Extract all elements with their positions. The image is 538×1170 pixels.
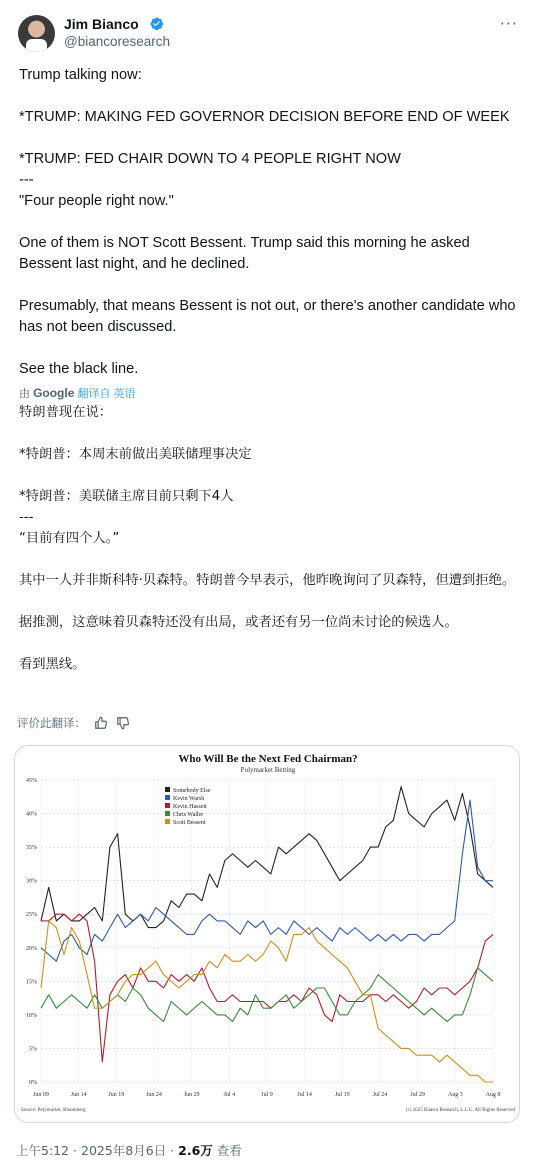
author-name[interactable]: Jim Bianco bbox=[64, 16, 139, 32]
thumbs-up-icon[interactable] bbox=[94, 716, 108, 730]
chart-title: Who Will Be the Next Fed Chairman? bbox=[178, 753, 358, 765]
translation-paragraph: *特朗普：美联储主席目前只剩下4人 bbox=[19, 489, 234, 504]
tweet-paragraph: "Four people right now." bbox=[19, 193, 174, 209]
author-handle[interactable]: @biancoresearch bbox=[64, 34, 171, 49]
tweet-meta bbox=[16, 1141, 242, 1159]
translation-paragraph: *特朗普：本周末前做出美联储理事决定 bbox=[19, 447, 252, 462]
y-tick-label: 25% bbox=[26, 912, 37, 919]
x-tick-label: Jun 19 bbox=[108, 1092, 125, 1098]
x-tick-label: Jul 9 bbox=[261, 1092, 273, 1098]
translation-paragraph: 特朗普现在说： bbox=[19, 405, 113, 420]
legend-swatch bbox=[165, 819, 170, 824]
y-tick-label: 35% bbox=[26, 845, 37, 852]
chart-source: Source: Polymarket, Bloomberg bbox=[21, 1108, 86, 1113]
x-tick-label: Jul 24 bbox=[372, 1092, 388, 1098]
legend-swatch bbox=[165, 787, 170, 792]
x-tick-label: Jun 14 bbox=[70, 1092, 87, 1098]
chart-image[interactable] bbox=[14, 745, 520, 1123]
y-tick-label: 20% bbox=[26, 945, 37, 952]
x-tick-label: Aug 8 bbox=[485, 1092, 501, 1098]
tweet-header bbox=[18, 14, 518, 54]
x-tick-label: Aug 3 bbox=[447, 1092, 463, 1098]
x-tick-label: Jul 4 bbox=[223, 1092, 236, 1098]
translation-paragraph: 据推测，这意味着贝森特还没有出局，或者还有另一位尚未讨论的候选人。 bbox=[19, 615, 458, 630]
legend-label: Somebody Else bbox=[173, 788, 211, 794]
tweet-timestamp[interactable]: 上午5:12 · 2025年8月6日 · bbox=[16, 1143, 179, 1158]
more-options-icon[interactable]: ··· bbox=[499, 14, 518, 33]
google-logo: Google bbox=[33, 386, 75, 400]
x-tick-label: Jun 24 bbox=[146, 1092, 162, 1098]
legend-label: Chris Waller bbox=[173, 812, 204, 818]
translation-body bbox=[19, 402, 519, 675]
verified-badge-icon bbox=[149, 16, 164, 31]
views-label: 查看 bbox=[212, 1143, 242, 1158]
tweet-paragraph: --- bbox=[19, 172, 34, 188]
tweet-paragraph: *TRUMP: FED CHAIR DOWN TO 4 PEOPLE RIGHT NOW bbox=[19, 151, 401, 167]
x-tick-label: Jul 14 bbox=[297, 1092, 312, 1098]
chart-legend bbox=[165, 787, 211, 826]
translation-paragraph: --- bbox=[19, 510, 34, 525]
tweet-paragraph: Trump talking now: bbox=[19, 67, 142, 83]
y-axis bbox=[26, 778, 37, 1086]
avatar[interactable] bbox=[18, 15, 55, 52]
view-count: 2.6万 bbox=[178, 1143, 213, 1158]
x-tick-label: Jul 29 bbox=[410, 1092, 425, 1098]
translated-prefix: 由 bbox=[19, 388, 30, 400]
translated-by[interactable] bbox=[19, 385, 136, 401]
legend-swatch bbox=[165, 811, 170, 816]
translated-from-link[interactable]: 翻译自 英语 bbox=[77, 388, 136, 400]
translation-paragraph: 其中一人并非斯科特·贝森特。特朗普今早表示，他昨晚询问了贝森特，但遭到拒绝。 bbox=[19, 573, 516, 588]
legend-swatch bbox=[165, 803, 170, 808]
y-tick-label: 30% bbox=[26, 878, 37, 885]
y-tick-label: 40% bbox=[26, 811, 37, 818]
translation-paragraph: 看到黑线。 bbox=[19, 657, 86, 672]
x-axis bbox=[33, 1092, 500, 1098]
x-tick-label: Jun 09 bbox=[33, 1092, 49, 1098]
tweet-paragraph: One of them is NOT Scott Bessent. Trump said this morning he asked Bessent last night, and he declined. bbox=[19, 235, 470, 272]
legend-label: Scott Bessent bbox=[173, 820, 206, 826]
rate-translation-label: 评价此翻译： bbox=[17, 716, 86, 730]
y-tick-label: 5% bbox=[29, 1046, 37, 1053]
thumbs-down-icon[interactable] bbox=[116, 716, 130, 730]
tweet-paragraph: Presumably, that means Bessent is not out, or there's another candidate who has not been discussed. bbox=[19, 298, 516, 335]
y-tick-label: 0% bbox=[29, 1080, 37, 1086]
y-tick-label: 15% bbox=[26, 979, 37, 986]
legend-label: Kevin Warsh bbox=[173, 796, 205, 802]
rate-translation bbox=[17, 714, 130, 732]
translation-paragraph: “目前有四个人。” bbox=[19, 531, 120, 546]
chart-copyright: (c) 2025 Bianco Research, L.L.C. All Rights Reserved bbox=[405, 1108, 515, 1113]
tweet-body bbox=[19, 65, 519, 380]
y-tick-label: 45% bbox=[26, 778, 37, 784]
tweet-paragraph: *TRUMP: MAKING FED GOVERNOR DECISION BEFORE END OF WEEK bbox=[19, 109, 510, 125]
legend-label: Kevin Hassett bbox=[173, 804, 207, 810]
tweet-paragraph: See the black line. bbox=[19, 361, 139, 377]
fed-chair-chart bbox=[15, 746, 520, 1123]
x-tick-label: Jul 19 bbox=[335, 1092, 350, 1098]
y-tick-label: 10% bbox=[26, 1012, 37, 1019]
legend-swatch bbox=[165, 795, 170, 800]
x-tick-label: Jun 29 bbox=[183, 1092, 200, 1098]
chart-subtitle: Polymarket Betting bbox=[240, 766, 296, 774]
